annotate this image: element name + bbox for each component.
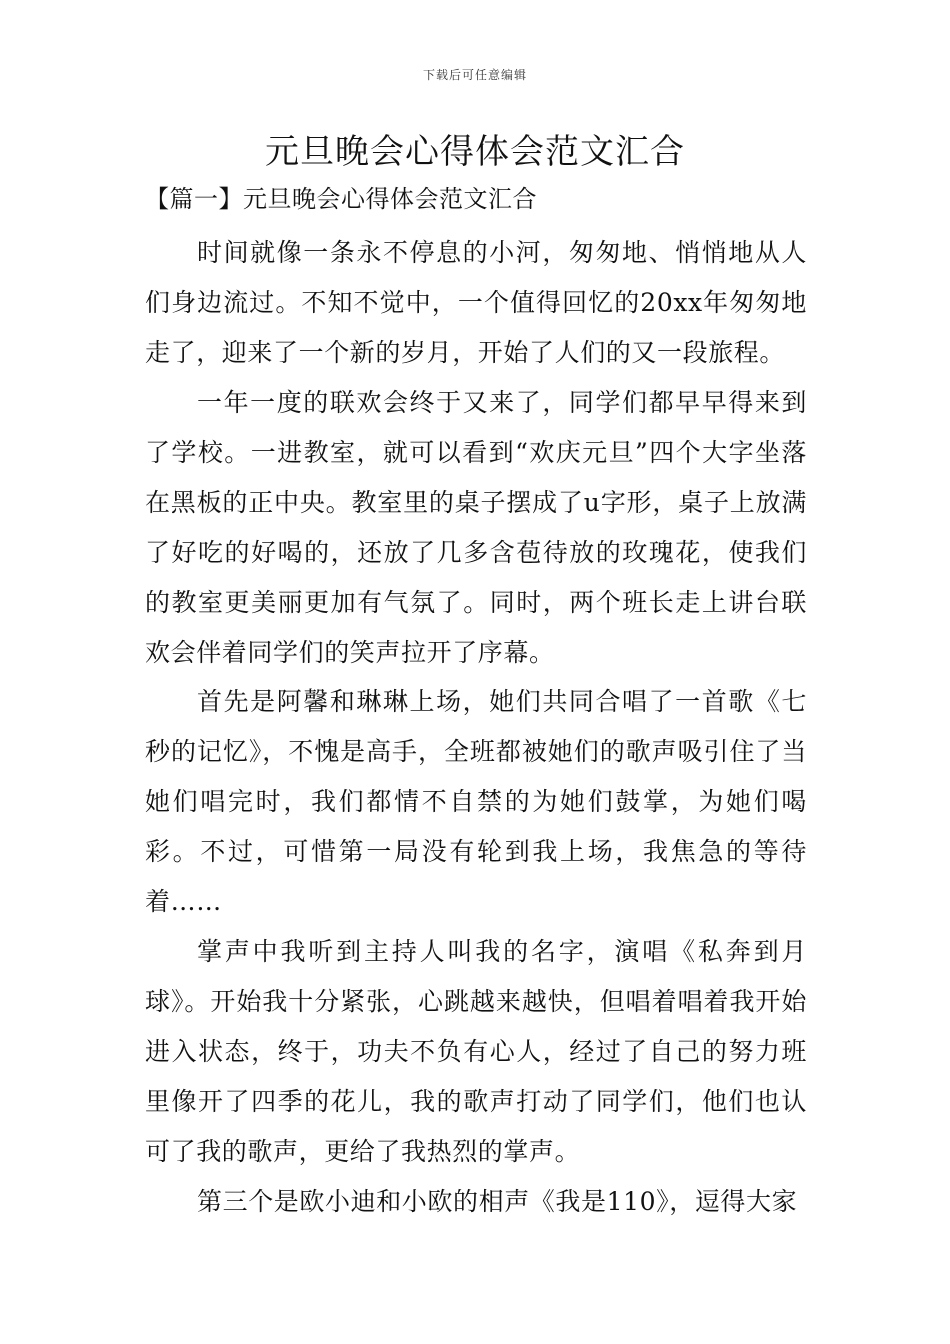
paragraph-2: 一年一度的联欢会终于又来了，同学们都早早得来到了学校。一进教室，就可以看到“欢庆元旦”四个大字坐落在黑板的正中央。教室里的桌子摆成了u字形，桌子上放满了好吃的好喝的，还放了几多含苞待放的玫瑰花，使我们的教室更美丽更加有气氛了。同时，两个班长走上讲台联欢会伴着同学们的笑声拉开了序幕。 [145,388,807,667]
document-title: 元旦晚会心得体会范文汇合 [265,132,685,172]
header-note: 下载后可任意编辑 [422,68,527,82]
paragraph-4: 掌声中我听到主持人叫我的名字，演唱《私奔到月球》。开始我十分紧张，心跳越来越快，但唱着唱着我开始进入状态，终于，功夫不负有心人，经过了自己的努力班里像开了四季的花儿，我的歌声打动了同学们，他们也认可了我的歌声，更给了我热烈的掌声。 [145,937,807,1166]
section-heading: 【篇一】元旦晚会心得体会范文汇合 [145,185,537,213]
paragraph-1: 时间就像一条永不停息的小河，匆匆地、悄悄地从人们身边流过。不知不觉中，一个值得回忆的20xx年匆匆地走了，迎来了一个新的岁月，开始了人们的又一段旅程。 [145,238,807,367]
paragraph-5: 第三个是欧小迪和小欧的相声《我是110》，逗得大家 [197,1187,798,1216]
document-body [145,228,807,1227]
paragraph-3: 首先是阿馨和琳琳上场，她们共同合唱了一首歌《七秒的记忆》，不愧是高手，全班都被她们的歌声吸引住了当她们唱完时，我们都情不自禁的为她们鼓掌，为她们喝彩。不过，可惜第一局没有轮到我上场，我焦急的等待着…… [145,687,807,916]
